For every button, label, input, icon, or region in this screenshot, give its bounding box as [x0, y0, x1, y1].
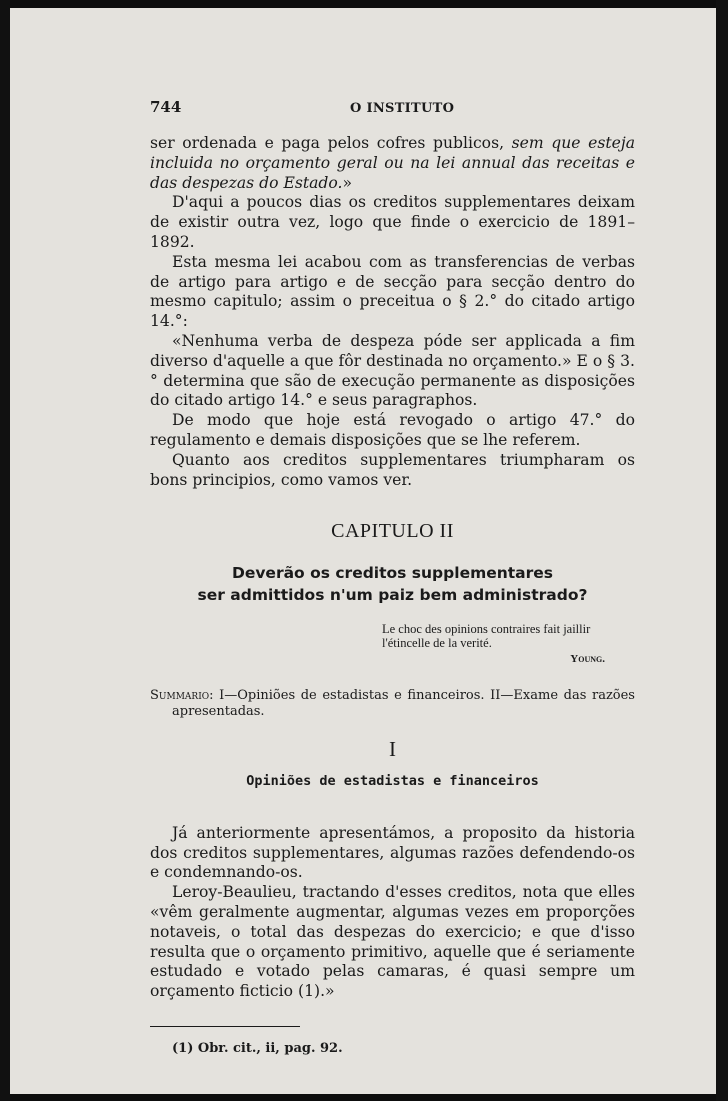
scan-border-right [716, 0, 728, 1101]
epigraph [382, 622, 635, 666]
page-content [150, 98, 635, 1059]
section-title: Opiniões de estadistas e financeiros [246, 772, 539, 789]
opening-plain-text: ser ordenada e paga pelos cofres publicos, [150, 134, 512, 152]
footnote: (1) Obr. cit., ii, pag. 92. [172, 1040, 343, 1056]
epigraph-line: Le choc des opinions contraires fait jaillir [382, 622, 591, 637]
summary-text: I—Opiniões de estadistas e financeiros. II—Exame das razões apresentadas. [172, 688, 635, 720]
section-numeral: I [389, 737, 396, 762]
chapter-subtitle [150, 562, 635, 606]
opening-close-quote: » [342, 173, 353, 192]
opening-paragraph [150, 134, 635, 193]
paragraph: D'aqui a poucos dias os creditos supplementares deixam de existir outra vez, logo que finde o exercicio de 1891–1892. [150, 193, 635, 251]
scan-border-left [0, 0, 10, 1101]
epigraph-author: Young. [570, 653, 605, 666]
paragraph: «Nenhuma verba de despeza póde ser applicada a fim diverso d'aquelle a que fôr destinada no orçamento.» E o § 3.° determina que são de execução permanente as disposições do citado artigo 14.° e seus paragraphos. [150, 331, 635, 410]
chapter-summary [150, 688, 635, 720]
chapter-subtitle-line: ser admittidos n'um paiz bem administrado? [197, 586, 588, 605]
section-paragraph: Já anteriormente apresentámos, a proposito da historia dos creditos supplementares, algumas razões defendendo-os e condemnando-os. [150, 823, 635, 882]
running-title: O INSTITUTO [350, 101, 455, 116]
section-spacer [150, 792, 635, 824]
paragraph: De modo que hoje está revogado o artigo 47.° do regulamento e demais disposições que se lhe referem. [150, 411, 635, 449]
book-page [10, 8, 716, 1094]
paragraph: Quanto aos creditos supplementares triumpharam os bons principios, como vamos ver. [150, 450, 635, 489]
epigraph-line: l'étincelle de la verité. [382, 636, 492, 651]
running-head [150, 98, 635, 120]
page-number: 744 [150, 98, 182, 116]
footnote-rule [150, 1026, 300, 1027]
chapter-title: CAPITULO II [331, 520, 454, 543]
section-paragraph: Leroy-Beaulieu, tractando d'esses creditos, nota que elles «vêm geralmente augmentar, algumas vezes em proporções notaveis, o total das despezas do exercicio; e que d'isso resulta que o orçamento primitivo, aquelle que é seriamente estudado e votado pelas camaras, é quasi sempre um orçamento ficticio (1).» [150, 883, 635, 1001]
paragraph: Esta mesma lei acabou com as transferencias de verbas de artigo para artigo e de secção para secção dentro do mesmo capitulo; assim o preceitua o § 2.° do citado artigo 14.°: [150, 252, 635, 331]
opening-italic-text: sem que esteja incluida no orçamento geral ou na lei annual das receitas e das despezas do Estado. [150, 134, 635, 192]
chapter-subtitle-line: Deverão os creditos supplementares [231, 564, 554, 583]
summary-label: Summario: [150, 688, 214, 704]
